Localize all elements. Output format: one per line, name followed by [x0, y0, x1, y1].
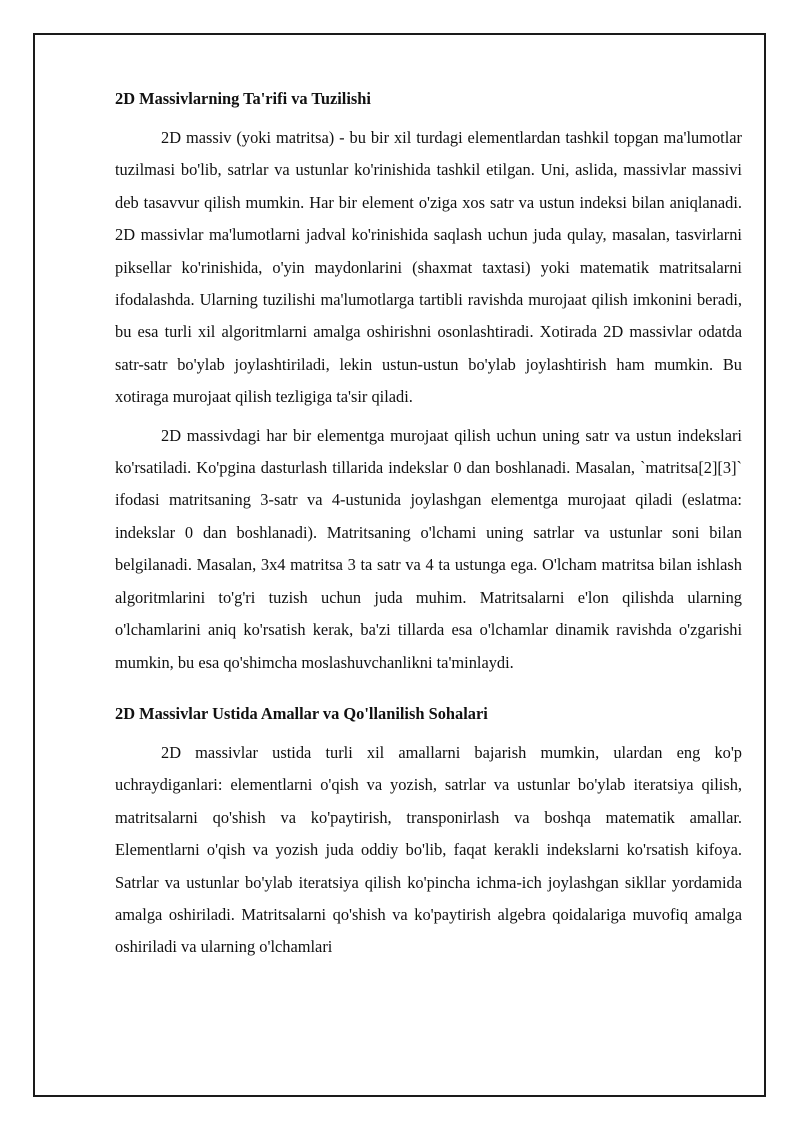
document-body	[115, 86, 742, 970]
section-operations	[115, 701, 742, 964]
paragraph: 2D massivdagi har bir elementga murojaat qilish uchun uning satr va ustun indekslari ko'rsatiladi. Ko'pgina dasturlash tillarida indekslar 0 dan boshlanadi. Masalan, `matritsa[2][3]` ifodasi matritsaning 3-satr va 4-ustunida joylashgan elementga murojaat qiladi (eslatma: indekslar 0 dan boshlanadi). Matritsaning o'lchami uning satrlar va ustunlar soni bilan belgilanadi. Masalan, 3x4 matritsa 3 ta satr va 4 ta ustunga ega. O'lcham matritsa bilan ishlash algoritmlarini to'g'ri tuzish uchun juda muhim. Matritsalarni e'lon qilishda ularning o'lchamlarini aniq ko'rsatish kerak, ba'zi tillarda esa o'lchamlar dinamik ravishda o'zgarishi mumkin, bu esa qo'shimcha moslashuvchanlikni ta'minlaydi.	[115, 425, 742, 672]
paragraph: 2D massiv (yoki matritsa) - bu bir xil turdagi elementlardan tashkil topgan ma'lumotlar tuzilmasi bo'lib, satrlar va ustunlar ko'rinishida tashkil etilgan. Uni, aslida, massivlar massivi deb tasavvur qilish mumkin. Har bir element o'ziga xos satr va ustun indeksi bilan aniqlanadi. 2D massivlar ma'lumotlarni jadval ko'rinishida saqlash uchun juda qulay, masalan, tasvirlarni piksellar ko'rinishida, o'yin maydonlarini (shaxmat taxtasi) yoki matematik matritsalarni ifodalashda. Ularning tuzilishi ma'lumotlarga tartibli ravishda murojaat qilish imkonini beradi, bu esa turli xil algoritmlarni amalga oshirishni osonlashtiradi. Xotirada 2D massivlar odatda satr-satr bo'ylab joylashtiriladi, lekin ustun-ustun bo'ylab joylashtirish ham mumkin. Bu xotiraga murojaat qilish tezligiga ta'sir qiladi.	[115, 128, 742, 407]
paragraph: 2D massivlar ustida turli xil amallarni bajarish mumkin, ulardan eng ko'p uchraydiganlari: elementlarni o'qish va yozish, satrlar va ustunlar bo'ylab iteratsiya qilish, matritsalarni qo'shish va ko'paytirish, transponirlash va boshqa matematik amallar. Elementlarni o'qish va yozish juda oddiy bo'lib, faqat kerakli indekslarni ko'rsatish kifoya. Satrlar va ustunlar bo'ylab iteratsiya qilish ko'pincha ichma-ich joylashgan sikllar yordamida amalga oshiriladi. Matritsalarni qo'shish va ko'paytirish algebra qoidalariga muvofiq amalga oshiriladi va ularning o'lchamlari	[115, 742, 742, 957]
section-definition	[115, 86, 742, 679]
section-heading: 2D Massivlar Ustida Amallar va Qo'llanilish Sohalari	[115, 703, 488, 723]
section-heading: 2D Massivlarning Ta'rifi va Tuzilishi	[115, 89, 371, 108]
